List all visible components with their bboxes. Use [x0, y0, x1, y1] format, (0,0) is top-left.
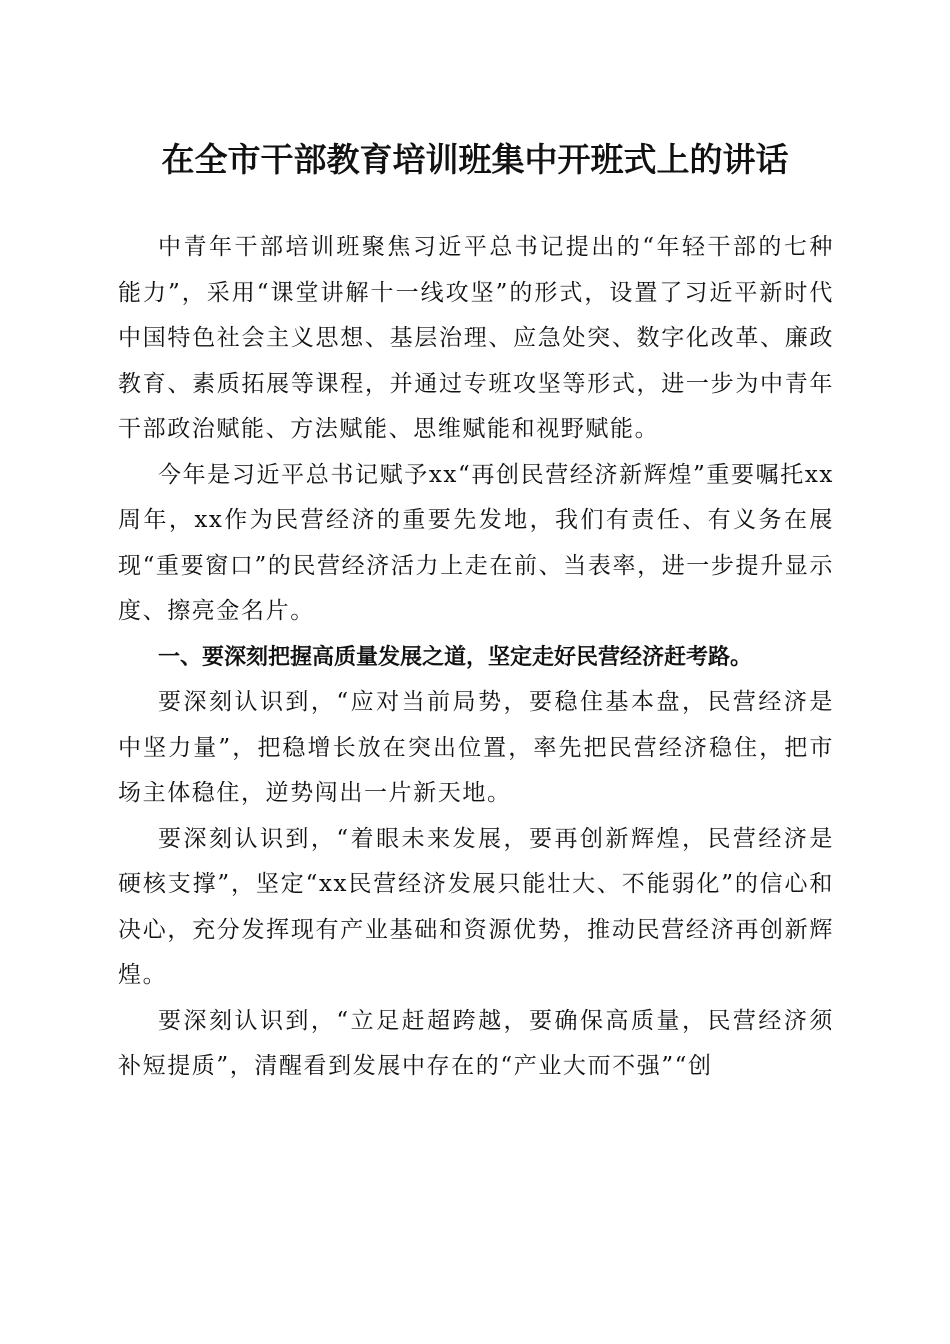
paragraph-point-2: 要深刻认识到，“着眼未来发展，要再创新辉煌，民营经济是硬核支撑”，坚定“xx民营经济发展只能壮大、不能弱化”的信心和决心，充分发挥现有产业基础和资源优势，推动民营经济再创新辉煌。 — [118, 825, 834, 988]
paragraph-intro: 中青年干部培训班聚焦习近平总书记提出的“年轻干部的七种能力”，采用“课堂讲解十一线攻坚”的形式，设置了习近平新时代中国特色社会主义思想、基层治理、应急处突、数字化改革、廉政教育、素质拓展等课程，并通过专班攻坚等形式，进一步为中青年干部政治赋能、方法赋能、思维赋能和视野赋能。 — [118, 234, 834, 442]
section-heading-1: 一、要深刻把握高质量发展之道，坚定走好民营经济赶考路。 — [158, 644, 753, 670]
document-title: 在全市干部教育培训班集中开班式上的讲话 — [161, 140, 789, 179]
paragraph-anniversary: 今年是习近平总书记赋予xx“再创民营经济新辉煌”重要嘱托xx周年，xx作为民营经济的重要先发地，我们有责任、有义务在展现“重要窗口”的民营经济活力上走在前、当表率，进一步提升显示度、擦亮金名片。 — [118, 461, 834, 624]
document-body — [118, 225, 834, 1090]
paragraph-point-1: 要深刻认识到，“应对当前局势，要稳住基本盘，民营经济是中坚力量”，把稳增长放在突出位置，率先把民营经济稳住，把市场主体稳住，逆势闯出一片新天地。 — [118, 689, 834, 806]
paragraph-point-3: 要深刻认识到，“立足赶超跨越，要确保高质量，民营经济须补短提质”，清醒看到发展中存在的“产业大而不强”“创 — [118, 1007, 834, 1079]
